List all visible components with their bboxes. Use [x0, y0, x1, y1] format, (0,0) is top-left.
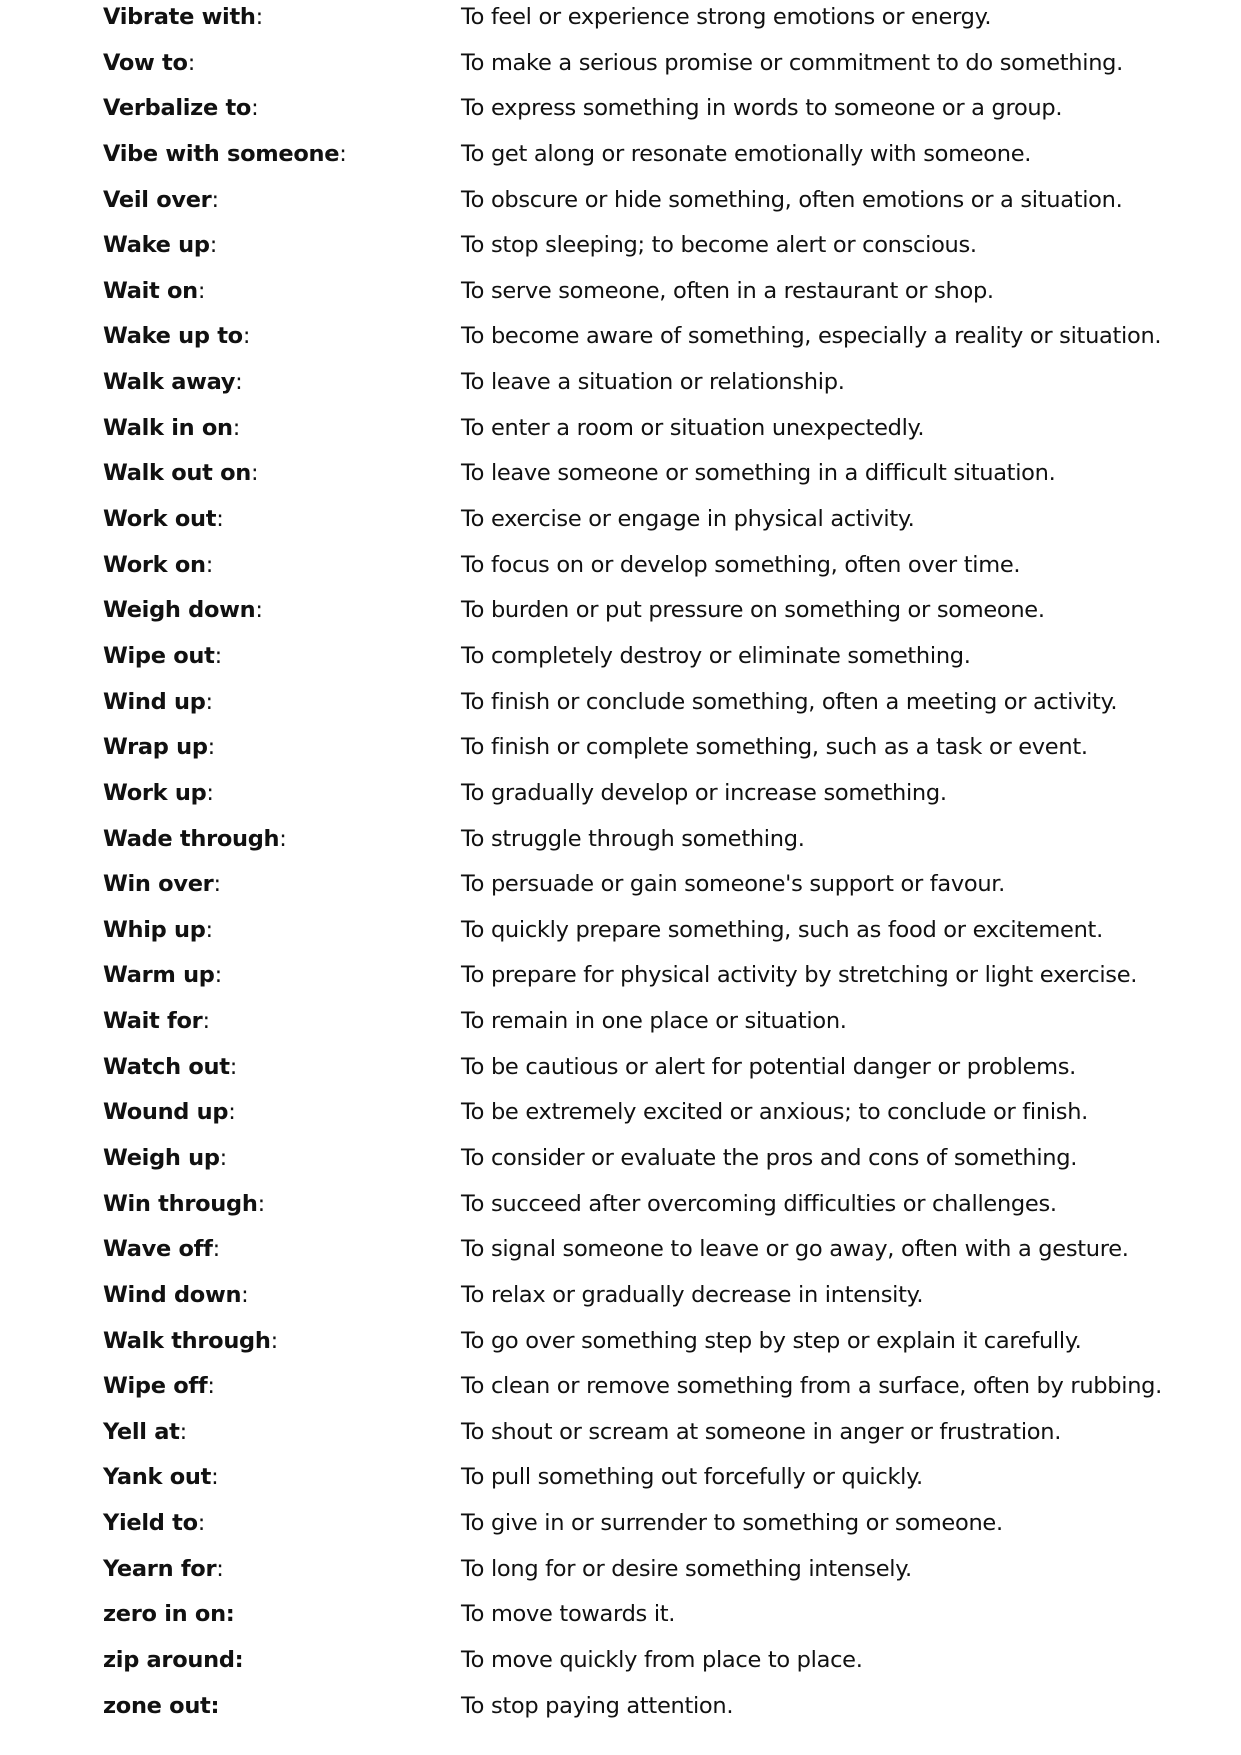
phrase-colon: :: [225, 1601, 235, 1628]
list-item: [0, 1370, 1241, 1411]
phrase-definition: To finish or complete something, such as a task or event.: [461, 734, 1088, 761]
phrase-colon: :: [202, 1008, 210, 1035]
phrase-text: Yearn for: [103, 1555, 217, 1582]
phrase-term: [103, 868, 221, 900]
phrase-colon: :: [241, 1281, 249, 1308]
list-item: [0, 503, 1241, 544]
phrase-text: Wade through: [103, 825, 280, 852]
phrase-term: [103, 1644, 243, 1676]
phrase-text: Walk in on: [103, 414, 233, 441]
phrase-text: Work out: [103, 506, 217, 533]
phrase-colon: :: [251, 95, 259, 122]
phrase-term: [103, 1507, 205, 1539]
phrase-text: Wake up to: [103, 323, 243, 350]
list-item: [0, 1644, 1241, 1685]
phrase-term: [103, 320, 250, 352]
phrase-text: zip around: [103, 1647, 235, 1674]
phrase-definition: To be cautious or alert for potential danger or problems.: [461, 1053, 1077, 1080]
phrase-definition: To get along or resonate emotionally with someone.: [461, 140, 1032, 167]
phrase-definition: To relax or gradually decrease in intensity.: [461, 1281, 924, 1308]
phrase-text: Wake up: [103, 232, 210, 259]
phrase-term: [103, 138, 347, 170]
phrase-colon: :: [205, 551, 214, 578]
phrase-colon: :: [211, 1464, 219, 1491]
phrase-text: zone out: [103, 1692, 211, 1719]
phrase-colon: :: [219, 1145, 227, 1171]
phrase-colon: :: [211, 186, 219, 213]
phrase-definition: To pull something out forcefully or quickly.: [461, 1464, 923, 1491]
phrase-term: [103, 914, 213, 946]
phrase-text: Warm up: [103, 962, 215, 989]
list-item: [0, 1325, 1241, 1366]
list-item: [0, 1416, 1241, 1457]
phrase-colon: :: [179, 1418, 187, 1445]
phrase-term: [103, 686, 213, 718]
phrase-term: [103, 823, 287, 855]
phrase-definition: To feel or experience strong emotions or energy.: [461, 4, 992, 30]
phrase-term: [103, 1416, 187, 1448]
phrase-colon: :: [229, 1053, 237, 1080]
phrase-definition: To completely destroy or eliminate something.: [461, 642, 971, 669]
list-item: [0, 412, 1241, 453]
phrase-colon: :: [197, 277, 206, 304]
list-item: [0, 138, 1241, 179]
phrase-text: Win through: [103, 1190, 258, 1217]
phrase-term: [103, 1188, 265, 1220]
phrase-definition: To clean or remove something from a surface, often by rubbing.: [461, 1373, 1162, 1400]
list-item: [0, 47, 1241, 88]
phrase-text: Wave off: [103, 1236, 213, 1263]
phrase-text: Walk through: [103, 1327, 271, 1354]
phrase-term: [103, 229, 217, 261]
list-item: [0, 275, 1241, 316]
phrase-term: [103, 640, 222, 672]
phrase-definition: To focus on or develop something, often over time.: [461, 551, 1021, 578]
phrase-term: [103, 47, 195, 79]
phrase-text: Walk out on: [103, 460, 251, 487]
phrase-definition: To express something in words to someone or a group.: [461, 95, 1063, 122]
phrase-text: Whip up: [103, 916, 206, 943]
phrase-text: Walk away: [103, 369, 236, 396]
phrase-definition: To enter a room or situation unexpectedly.: [461, 414, 925, 441]
phrase-colon: :: [339, 140, 347, 167]
phrase-colon: :: [257, 1190, 265, 1217]
phrase-definition: To move quickly from place to place.: [461, 1647, 863, 1674]
phrase-text: Win over: [103, 871, 214, 898]
phrase-term: [103, 777, 214, 809]
list-item: [0, 823, 1241, 864]
list-item: [0, 1461, 1241, 1502]
phrase-definition: To burden or put pressure on something or someone.: [461, 597, 1045, 624]
phrase-term: [103, 1233, 220, 1265]
phrase-definition: To stop sleeping; to become alert or conscious.: [461, 232, 977, 259]
list-item: [0, 457, 1241, 498]
phrase-colon: :: [234, 1647, 244, 1674]
list-item: [0, 914, 1241, 955]
phrase-colon: :: [197, 1510, 206, 1537]
phrase-definition: To give in or surrender to something or someone.: [461, 1510, 1003, 1537]
phrase-text: Vibe with someone: [103, 140, 340, 167]
phrase-colon: :: [207, 1373, 215, 1400]
phrase-colon: :: [205, 688, 213, 715]
phrase-definition: To quickly prepare something, such as food or excitement.: [461, 916, 1103, 943]
list-item: [0, 1233, 1241, 1274]
phrase-text: Yank out: [103, 1464, 212, 1491]
phrase-text: Vow to: [103, 49, 188, 76]
list-item: [0, 1188, 1241, 1229]
phrase-text: Work on: [103, 551, 206, 578]
phrase-definition: To serve someone, often in a restaurant or shop.: [461, 277, 994, 304]
list-item: [0, 229, 1241, 270]
phrase-term: [103, 412, 240, 444]
list-item: [0, 777, 1241, 818]
phrase-term: [103, 1325, 278, 1357]
list-item: [0, 594, 1241, 635]
phrase-text: Watch out: [103, 1053, 230, 1080]
phrase-term: [103, 1598, 235, 1630]
phrase-text: Wipe off: [103, 1373, 208, 1400]
phrase-colon: :: [228, 1099, 236, 1126]
phrase-colon: :: [214, 642, 222, 669]
list-item: [0, 1279, 1241, 1320]
phrase-term: [103, 549, 213, 581]
phrase-definition: To stop paying attention.: [461, 1692, 734, 1719]
phrase-text: Wind up: [103, 688, 206, 715]
phrase-definition: To persuade or gain someone's support or favour.: [461, 871, 1006, 898]
phrase-definition: To go over something step by step or explain it carefully.: [461, 1327, 1082, 1354]
phrase-definition: To prepare for physical activity by stretching or light exercise.: [461, 962, 1138, 989]
list-item: [0, 959, 1241, 1000]
phrase-colon: :: [255, 4, 263, 30]
phrase-term: [103, 184, 219, 216]
list-item: [0, 549, 1241, 590]
list-item: [0, 92, 1241, 133]
list-item: [0, 1051, 1241, 1092]
phrase-text: Yell at: [103, 1418, 180, 1445]
phrase-colon: :: [232, 414, 241, 441]
phrase-text: Wrap up: [103, 734, 208, 761]
phrase-definition: To gradually develop or increase something.: [461, 779, 947, 806]
list-item: [0, 366, 1241, 407]
phrase-definition: To leave a situation or relationship.: [461, 369, 845, 396]
phrase-text: Vibrate with: [103, 4, 256, 30]
list-item: [0, 1, 1241, 42]
list-item: [0, 184, 1241, 225]
phrase-colon: :: [212, 1236, 220, 1263]
phrase-term: [103, 366, 242, 398]
phrase-colon: :: [205, 916, 213, 943]
list-item: [0, 640, 1241, 681]
phrase-colon: :: [214, 962, 222, 989]
phrase-colon: :: [235, 369, 243, 396]
phrase-text: Weigh down: [103, 597, 256, 624]
phrase-colon: :: [207, 734, 215, 761]
phrase-colon: :: [216, 1555, 224, 1582]
phrase-term: [103, 1096, 235, 1128]
phrase-colon: :: [250, 460, 259, 487]
phrase-term: [103, 594, 263, 626]
phrase-colon: :: [216, 506, 224, 533]
phrase-colon: :: [206, 779, 214, 806]
phrase-text: Wind down: [103, 1281, 242, 1308]
phrase-term: [103, 1005, 210, 1037]
phrase-term: [103, 1370, 215, 1402]
list-item: [0, 1507, 1241, 1548]
phrase-term: [103, 457, 258, 489]
phrase-definition: To become aware of something, especially a reality or situation.: [461, 323, 1162, 350]
phrase-definition: To make a serious promise or commitment to do something.: [461, 49, 1123, 76]
phrase-definition: To remain in one place or situation.: [461, 1008, 847, 1035]
phrase-text: Wipe out: [103, 642, 215, 669]
phrase-text: Wound up: [103, 1099, 229, 1126]
phrase-definition: To consider or evaluate the pros and cons of something.: [461, 1145, 1078, 1171]
phrase-term: [103, 1142, 227, 1174]
phrase-colon: :: [187, 49, 195, 76]
list-item: [0, 731, 1241, 772]
phrase-definition: To struggle through something.: [461, 825, 805, 852]
phrase-definition: To shout or scream at someone in anger or frustration.: [461, 1418, 1062, 1445]
phrase-definition: To move towards it.: [461, 1601, 676, 1628]
phrase-colon: :: [210, 1692, 220, 1719]
phrase-definition: To finish or conclude something, often a meeting or activity.: [461, 688, 1118, 715]
list-item: [0, 1690, 1241, 1731]
phrase-text: Work up: [103, 779, 207, 806]
list-item: [0, 1142, 1241, 1183]
phrase-term: [103, 959, 222, 991]
list-item: [0, 1553, 1241, 1594]
phrase-term: [103, 731, 215, 763]
phrase-text: Veil over: [103, 186, 212, 213]
phrase-colon: :: [209, 232, 217, 259]
phrase-colon: :: [270, 1327, 278, 1354]
phrase-text: Wait on: [103, 277, 198, 304]
phrase-text: Weigh up: [103, 1145, 220, 1171]
phrase-colon: :: [213, 871, 221, 898]
phrase-term: [103, 1051, 237, 1083]
phrase-text: Verbalize to: [103, 95, 252, 122]
phrase-definition: To long for or desire something intensely.: [461, 1555, 912, 1582]
phrase-term: [103, 503, 223, 535]
phrase-definition: To be extremely excited or anxious; to conclude or finish.: [461, 1099, 1089, 1126]
phrase-term: [103, 92, 258, 124]
list-item: [0, 686, 1241, 727]
list-item: [0, 1005, 1241, 1046]
phrase-definition: To succeed after overcoming difficulties or challenges.: [461, 1190, 1057, 1217]
phrase-term: [103, 275, 205, 307]
list-item: [0, 1096, 1241, 1137]
phrase-text: zero in on: [103, 1601, 226, 1628]
phrase-term: [103, 1461, 218, 1493]
phrase-definition: To leave someone or something in a difficult situation.: [461, 460, 1056, 487]
phrase-text: Wait for: [103, 1008, 203, 1035]
list-item: [0, 1598, 1241, 1639]
phrase-term: [103, 1, 263, 33]
phrase-term: [103, 1690, 219, 1722]
phrase-colon: :: [255, 597, 263, 624]
phrase-text: Yield to: [103, 1510, 198, 1537]
phrase-colon: :: [279, 825, 287, 852]
phrase-term: [103, 1553, 224, 1585]
phrase-definition: To exercise or engage in physical activity.: [461, 506, 915, 533]
list-item: [0, 320, 1241, 361]
phrase-colon: :: [242, 323, 251, 350]
phrase-definition: To obscure or hide something, often emotions or a situation.: [461, 186, 1123, 213]
phrase-term: [103, 1279, 248, 1311]
list-item: [0, 868, 1241, 909]
phrase-definition: To signal someone to leave or go away, often with a gesture.: [461, 1236, 1129, 1263]
